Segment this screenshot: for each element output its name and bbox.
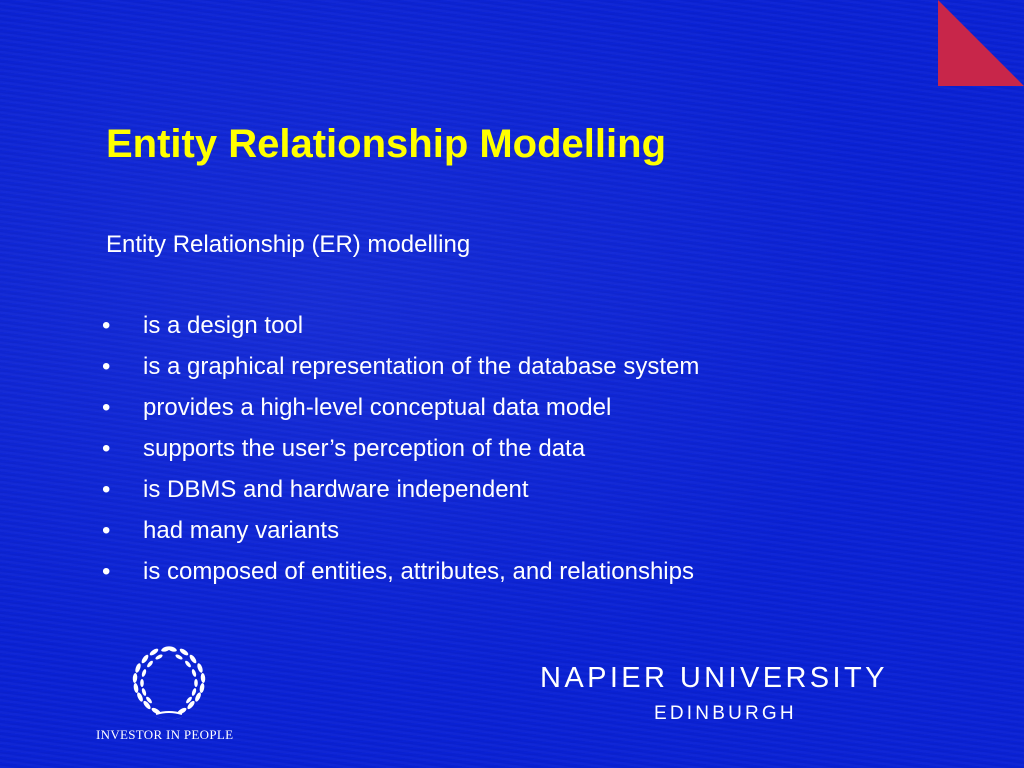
bullet-text: provides a high-level conceptual data model [143,394,612,421]
bullet-icon: • [102,517,111,544]
bullet-text: supports the user’s perception of the data [143,435,586,462]
bullet-item [100,434,699,475]
red-triangle-corner-icon [938,0,1024,86]
bullet-item [100,557,699,598]
bullet-text: is a design tool [143,312,304,339]
bullet-item [100,475,699,516]
investor-in-people-label: INVESTOR IN PEOPLE [96,727,234,742]
bullet-icon: • [102,476,111,503]
bullet-item [100,311,699,352]
bullet-text: had many variants [143,517,340,544]
bullet-icon: • [102,435,111,462]
bullet-text: is DBMS and hardware independent [143,476,529,503]
intro-text: Entity Relationship (ER) modelling [106,231,471,258]
bullet-icon: • [102,353,111,380]
bullet-item [100,352,699,393]
bullet-icon: • [102,558,111,585]
bullet-icon: • [102,394,111,421]
bullet-list [100,311,699,598]
bullet-icon: • [102,312,111,339]
university-city-logo: EDINBURGH [654,703,797,724]
bullet-text: is a graphical representation of the database system [143,353,700,380]
slide-title: Entity Relationship Modelling [106,122,666,166]
laurel-wreath-icon [126,640,212,724]
university-name-logo: NAPIER UNIVERSITY [540,662,888,694]
bullet-item [100,516,699,557]
bullet-text: is composed of entities, attributes, and relationships [143,558,694,585]
bullet-item [100,393,699,434]
